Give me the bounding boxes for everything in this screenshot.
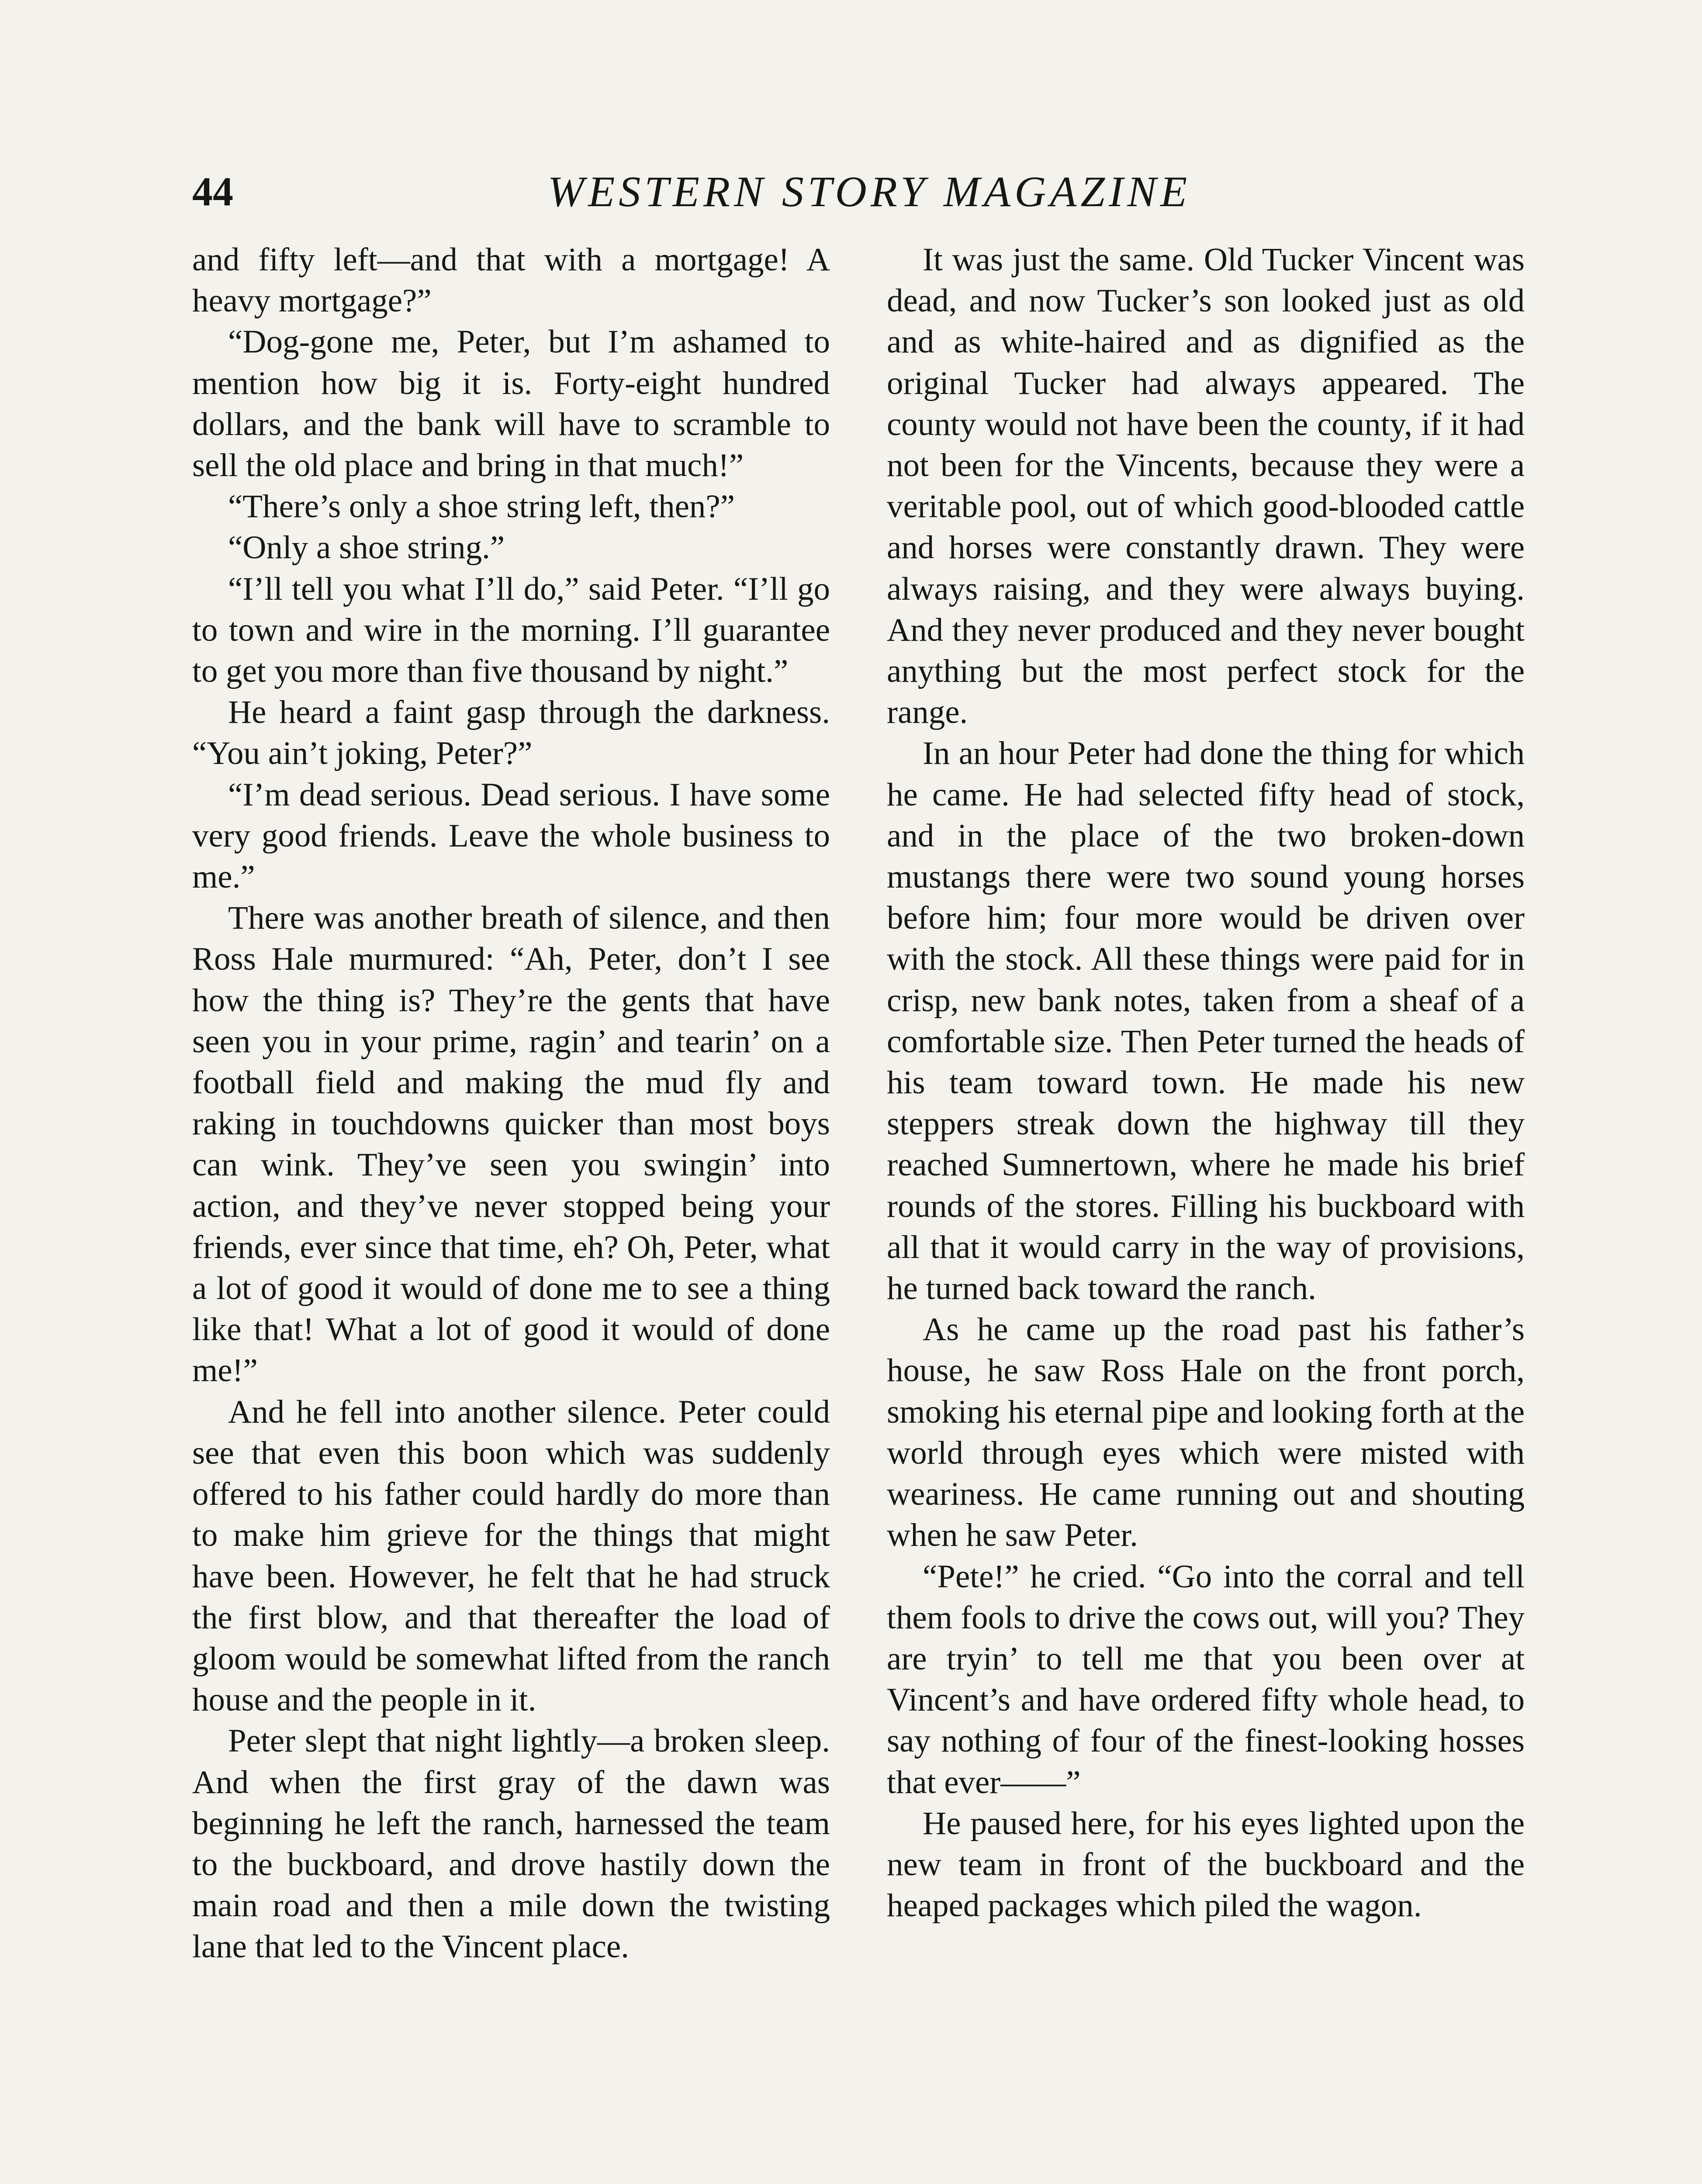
paragraph: and fifty left—and that with a mortgage! A heavy mortgage?” <box>192 242 830 319</box>
paragraph: As he came up the road past his father’s house, he saw Ross Hale on the front porch, smoking his eternal pipe and looking forth at the world through eyes which were misted with weariness. He came running out and shouting when he saw Peter. <box>887 1311 1525 1554</box>
paragraph: “There’s only a shoe string left, then?” <box>228 488 735 525</box>
paragraph: “Pete!” he cried. “Go into the corral and tell them fools to drive the cows out, will you? They are tryin’ to tell me that you been over at Vincent’s and have ordered fifty whole head, to say nothing of four of the finest-looking hosses that ever——” <box>887 1558 1525 1800</box>
paragraph: “Dog-gone me, Peter, but I’m ashamed to mention how big it is. Forty-eight hundred dollars, and the bank will have to scramble to sell the old place and bring in that much!” <box>192 324 830 484</box>
paragraph: It was just the same. Old Tucker Vincent was dead, and now Tucker’s son looked just as old and as white-haired and as dignified as the original Tucker had always appeared. The county would not have been the county, if it had not been for the Vincents, because they were a veritable pool, out of which good-blooded cattle and horses were constantly drawn. They were always raising, and they were always buying. And they never produced and they never bought anything but the most perfect stock for the range. <box>887 242 1525 731</box>
paragraph: “Only a shoe string.” <box>228 529 505 566</box>
paragraph: “I’ll tell you what I’ll do,” said Peter. “I’ll go to town and wire in the morning. I’ll guarantee to get you more than five thousand by night.” <box>192 570 830 690</box>
page-number: 44 <box>192 169 233 214</box>
paragraph: “I’m dead serious. Dead serious. I have some very good friends. Leave the whole business to me.” <box>192 776 830 895</box>
left-column <box>192 239 830 1968</box>
paragraph: There was another breath of silence, and then Ross Hale murmured: “Ah, Peter, don’t I see how the thing is? They’re the gents that have seen you in your prime, ragin’ and tearin’ on a football field and making the mud fly and raking in touchdowns quicker than most boys can wink. They’ve seen you swingin’ into action, and they’ve never stopped being your friends, ever since that time, eh? Oh, Peter, what a lot of good it would of done me to see a thing like that! What a lot of good it would of done me!” <box>192 900 830 1389</box>
paragraph: Peter slept that night lightly—a broken sleep. And when the first gray of the dawn was beginning he left the ranch, harnessed the team to the buckboard, and drove hastily down the main road and then a mile down the twisting lane that led to the Vincent place. <box>192 1723 830 1965</box>
paragraph: And he fell into another silence. Peter could see that even this boon which was suddenly offered to his father could hardly do more than to make him grieve for the things that might have been. However, he felt that he had struck the first blow, and that thereafter the load of gloom would be somewhat lifted from the ranch house and the people in it. <box>192 1393 830 1718</box>
magazine-title: WESTERN STORY MAGAZINE <box>547 167 1191 216</box>
paragraph: He paused here, for his eyes lighted upon the new team in front of the buckboard and the heaped packages which piled the wagon. <box>887 1805 1525 1924</box>
page-header <box>192 168 1546 234</box>
paragraph: In an hour Peter had done the thing for which he came. He had selected fifty head of stock, and in the place of the two broken-down mustangs there were two sound young horses before him; four more would be driven over with the stock. All these things were paid for in crisp, new bank notes, taken from a sheaf of a comfortable size. Then Peter turned the heads of his team toward town. He made his new steppers streak down the highway till they reached Sumnertown, where he made his brief rounds of the stores. Filling his buckboard with all that it would carry in the way of provisions, he turned back toward the ranch. <box>887 735 1525 1307</box>
right-column <box>887 239 1525 1926</box>
paragraph: He heard a faint gasp through the darkness. “You ain’t joking, Peter?” <box>192 694 830 772</box>
